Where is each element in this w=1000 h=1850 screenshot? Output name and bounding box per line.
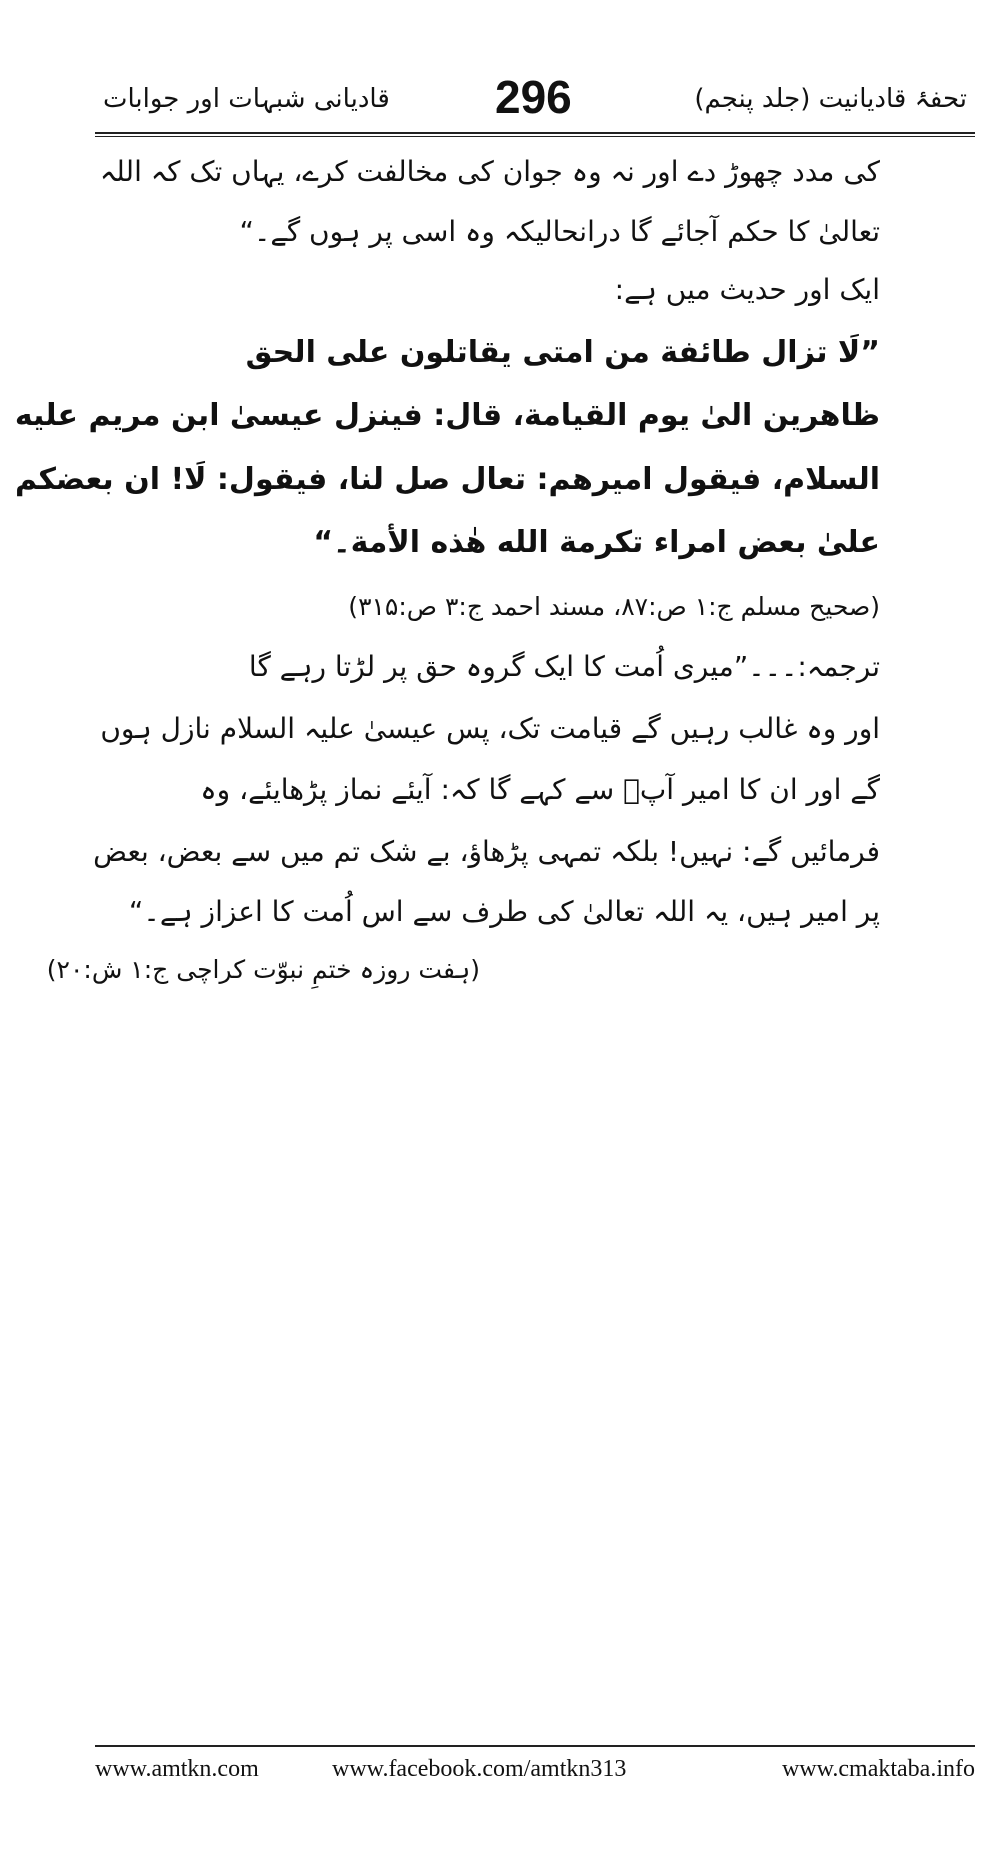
translation-line-2: اور وہ غالب رہیں گے قیامت تک، پس عیسیٰ علیہ السلام نازل ہوں: [100, 712, 880, 745]
header-divider: [95, 132, 975, 137]
hadith-line-2: ظاھرین الیٰ یوم القیامة، قال: فینزل عیسیٰ ابن مریم علیه: [14, 398, 880, 433]
translation-line-4: فرمائیں گے: نہیں! بلکہ تمہی پڑھاؤ، بے شک تم میں سے بعض، بعض: [93, 835, 880, 868]
footer-link-cmaktaba[interactable]: www.cmaktaba.info: [781, 1756, 975, 1782]
text-line-2: تعالیٰ کا حکم آجائے گا درانحالیکہ وہ اسی پر ہوں گے۔“: [239, 215, 880, 248]
footer-divider: [95, 1745, 975, 1747]
book-title: تحفۂ قادیانیت (جلد پنجم): [694, 84, 967, 114]
translation-line-5: پر امیر ہیں، یہ اللہ تعالیٰ کی طرف سے اس اُمت کا اعزاز ہے۔“: [128, 895, 880, 928]
text-line-1: کی مدد چھوڑ دے اور نہ وہ جوان کی مخالفت کرے، یہاں تک کہ اللہ: [99, 155, 880, 188]
page-number: 296: [495, 71, 572, 123]
footer-link-amtkn[interactable]: www.amtkn.com: [95, 1756, 259, 1782]
reference-muslim: (صحیح مسلم ج:۱ ص:۸۷، مسند احمد ج:۳ ص:۳۱۵): [348, 592, 880, 621]
page-footer: [95, 1756, 975, 1796]
page-header: [95, 70, 975, 130]
translation-line-3: گے اور ان کا امیر آپؑ سے کہے گا کہ: آیئے نماز پڑھایئے، وہ: [200, 773, 880, 806]
hadith-line-3: السلام، فیقول امیرھم: تعال صل لنا، فیقول: لَا! ان بعضکم: [14, 462, 880, 497]
footer-link-facebook[interactable]: www.facebook.com/amtkn313: [332, 1756, 627, 1782]
section-title: قادیانی شبہات اور جوابات: [103, 84, 390, 114]
translation-line-1: ترجمہ:۔۔۔”میری اُمت کا ایک گروہ حق پر لڑتا رہے گا: [248, 650, 880, 683]
text-line-3: ایک اور حدیث میں ہے:: [614, 273, 880, 306]
hadith-line-4: علیٰ بعض امراء تکرمة الله ھٰذه الأمة۔“: [313, 525, 880, 560]
hadith-line-1: ”لَا تزال طائفة من امتی یقاتلون علی الحق: [245, 335, 880, 370]
reference-khatm-nubuwwat: (ہفت روزہ ختمِ نبوّت کراچی ج:۱ ش:۲۰): [46, 955, 480, 984]
